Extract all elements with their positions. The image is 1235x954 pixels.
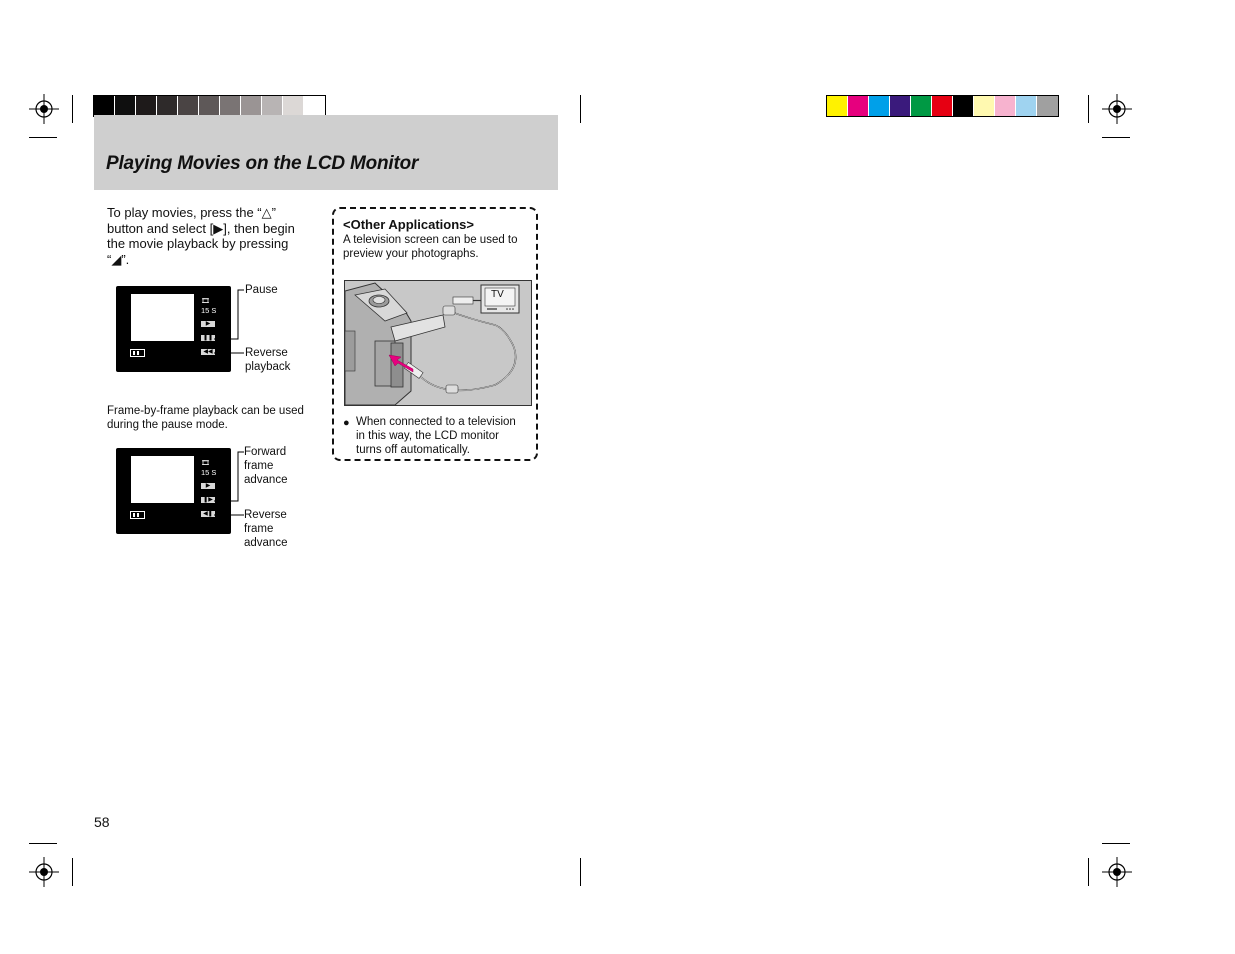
crop-line [29, 137, 57, 138]
color-swatch [1037, 96, 1058, 116]
intro-line: the movie playback by pressing [107, 236, 289, 251]
movie-icon: 🎞 [201, 298, 210, 305]
movie-length: 15 S [201, 306, 217, 315]
color-swatch [827, 96, 848, 116]
color-swatch [869, 96, 890, 116]
camera-tv-illustration [344, 280, 532, 406]
play-icon: ▶ [201, 483, 215, 489]
reverse-frame-icon: ◀❚ [201, 511, 215, 517]
color-swatch [241, 96, 262, 116]
other-applications-heading: <Other Applications> [343, 217, 474, 232]
crop-line [580, 858, 581, 886]
color-swatch [220, 96, 241, 116]
registration-mark-bottom-right [1102, 857, 1132, 887]
lcd-image-area [131, 294, 194, 341]
label-pause: Pause [245, 284, 278, 296]
forward-frame-icon: ❚▶ [201, 497, 215, 503]
color-swatch [94, 96, 115, 116]
registration-mark-top-right [1102, 94, 1132, 124]
crop-line [72, 858, 73, 886]
color-swatch [136, 96, 157, 116]
color-swatch [1016, 96, 1037, 116]
section-header [94, 115, 558, 190]
color-swatch [178, 96, 199, 116]
bullet-icon: ● [343, 417, 350, 429]
color-swatch [911, 96, 932, 116]
color-swatch [890, 96, 911, 116]
callout-lines [200, 286, 250, 372]
registration-mark-top-left [29, 94, 59, 124]
page-number: 58 [94, 814, 110, 830]
color-swatch [848, 96, 869, 116]
battery-icon [130, 511, 145, 519]
movie-length: 15 S [201, 468, 217, 477]
color-swatch [953, 96, 974, 116]
intro-line: button and select [▶], then begin [107, 220, 295, 236]
label-reverse-playback: Reverse playback [245, 347, 291, 373]
frame-paragraph: Frame-by-frame playback can be used during the pause mode. [107, 405, 304, 431]
intro-paragraph [107, 205, 322, 267]
movie-icon: 🎞 [201, 460, 210, 467]
color-swatch [304, 96, 325, 116]
color-swatch [115, 96, 136, 116]
color-swatch [932, 96, 953, 116]
crop-line [1102, 843, 1130, 844]
crop-line [72, 95, 73, 123]
other-applications-box: <Other Applications> A television screen can be used to preview your photographs. TV ● When connected to a television in this way, the LCD monitor turns off automatically. [332, 207, 538, 461]
intro-line: “◢”. [107, 251, 130, 267]
color-swatch [262, 96, 283, 116]
tv-label: TV [491, 289, 504, 300]
color-swatch [974, 96, 995, 116]
color-swatch [995, 96, 1016, 116]
color-swatch [199, 96, 220, 116]
crop-line [1088, 95, 1089, 123]
play-icon: ▶ [201, 321, 215, 327]
lcd-image-area [131, 456, 194, 503]
crop-line [29, 843, 57, 844]
crop-line [1088, 858, 1089, 886]
reverse-icon: ◀◀ [201, 349, 215, 355]
label-reverse-frame-advance: Reverse frame advance [244, 509, 288, 549]
pause-icon: ❚❚ [202, 335, 214, 341]
grayscale-bar [93, 95, 326, 117]
intro-line: To play movies, press the “△” [107, 205, 276, 220]
crop-line [580, 95, 581, 123]
battery-icon [130, 349, 145, 357]
crop-line [1102, 137, 1130, 138]
label-forward-frame-advance: Forward frame advance [244, 446, 288, 486]
registration-mark-bottom-left [29, 857, 59, 887]
color-bar [826, 95, 1059, 117]
callout-lines [200, 448, 250, 534]
page-title: Playing Movies on the LCD Monitor [106, 153, 419, 174]
color-swatch [157, 96, 178, 116]
color-swatch [283, 96, 304, 116]
other-applications-description: A television screen can be used to preview your photographs. [343, 234, 518, 260]
